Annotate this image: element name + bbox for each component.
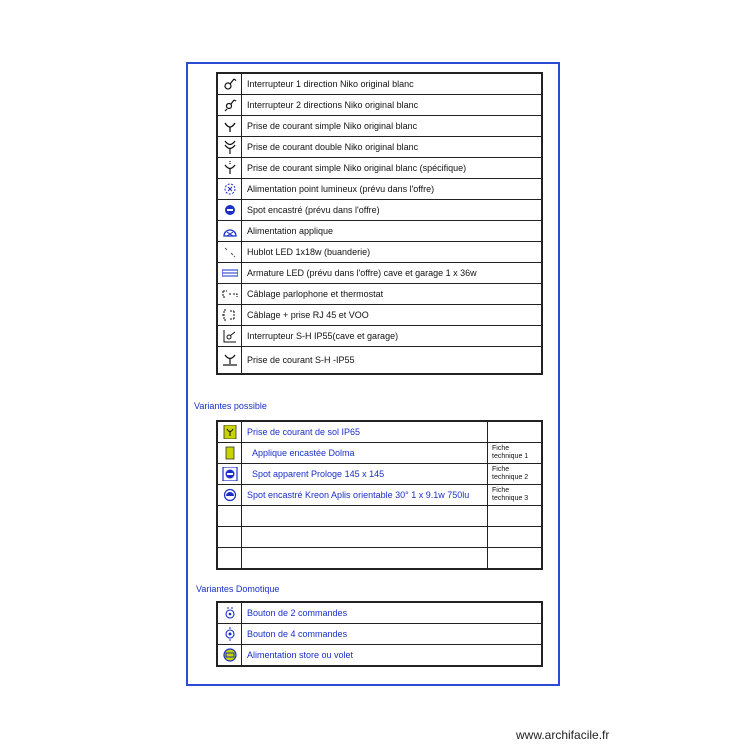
domotique-row (217, 645, 542, 667)
variant-note: Fiche technique 1 (488, 443, 543, 464)
legend-label: Prise de courant double Niko original blanc (242, 137, 543, 158)
led-fixture-icon (217, 263, 242, 284)
socket-special-icon (217, 158, 242, 179)
legend-row (217, 305, 542, 326)
socket-ip55-icon (217, 347, 242, 375)
legend-row (217, 137, 542, 158)
domotique-label: Alimentation store ou volet (242, 645, 543, 667)
empty-cell (242, 548, 488, 570)
legend-row (217, 73, 542, 95)
variant-row (217, 527, 542, 548)
legend-label: Alimentation applique (242, 221, 543, 242)
empty-cell (217, 548, 242, 570)
legend-label: Interrupteur 1 direction Niko original blanc (242, 73, 543, 95)
variant-note: Fiche technique 2 (488, 464, 543, 485)
legend-row (217, 116, 542, 137)
switch-2-directions-icon (217, 95, 242, 116)
legend-label: Spot encastré (prévu dans l'offre) (242, 200, 543, 221)
intercom-cable-icon (217, 284, 242, 305)
legend-label: Câblage parlophone et thermostat (242, 284, 543, 305)
empty-cell (242, 506, 488, 527)
blind-supply-icon (217, 645, 242, 667)
variant-label: Spot apparent Prologe 145 x 145 (242, 464, 488, 485)
empty-cell (488, 548, 543, 570)
variants-table (216, 420, 543, 570)
footer-watermark: www.archifacile.fr (516, 728, 610, 742)
empty-cell (488, 527, 543, 548)
variant-row (217, 485, 542, 506)
empty-cell (217, 506, 242, 527)
switch-ip55-icon (217, 326, 242, 347)
variant-row (217, 443, 542, 464)
socket-simple-icon (217, 116, 242, 137)
legend-row (217, 95, 542, 116)
domotique-label: Bouton de 4 commandes (242, 624, 543, 645)
wall-recessed-icon (217, 443, 242, 464)
legend-row (217, 179, 542, 200)
domotique-row (217, 602, 542, 624)
button-2-commands-icon (217, 602, 242, 624)
legend-label: Hublot LED 1x18w (buanderie) (242, 242, 543, 263)
domotique-row (217, 624, 542, 645)
variant-note (488, 421, 543, 443)
empty-cell (242, 527, 488, 548)
legend-row (217, 284, 542, 305)
legend-row (217, 242, 542, 263)
socket-double-icon (217, 137, 242, 158)
kreon-spot-icon (217, 485, 242, 506)
empty-cell (217, 527, 242, 548)
rj45-cable-icon (217, 305, 242, 326)
legend-table (216, 72, 543, 375)
variant-label: Applique encastée Dolma (242, 443, 488, 464)
recessed-spot-icon (217, 200, 242, 221)
legend-row (217, 326, 542, 347)
legend-label: Armature LED (prévu dans l'offre) cave et garage 1 x 36w (242, 263, 543, 284)
legend-row (217, 347, 542, 375)
variant-label: Prise de courant de sol IP65 (242, 421, 488, 443)
variant-label: Spot encastré Kreon Aplis orientable 30° 1 x 9.1w 750lu (242, 485, 488, 506)
legend-label: Câblage + prise RJ 45 et VOO (242, 305, 543, 326)
legend-label: Alimentation point lumineux (prévu dans l'offre) (242, 179, 543, 200)
variant-note: Fiche technique 3 (488, 485, 543, 506)
porthole-led-icon (217, 242, 242, 263)
button-4-commands-icon (217, 624, 242, 645)
legend-row (217, 200, 542, 221)
legend-row (217, 158, 542, 179)
surface-spot-icon (217, 464, 242, 485)
legend-row (217, 263, 542, 284)
switch-1-direction-icon (217, 73, 242, 95)
domotique-label: Bouton de 2 commandes (242, 602, 543, 624)
domotique-table (216, 601, 543, 667)
legend-row (217, 221, 542, 242)
variants-title: Variantes possible (194, 401, 267, 411)
wall-lamp-icon (217, 221, 242, 242)
legend-label: Interrupteur S-H IP55(cave et garage) (242, 326, 543, 347)
legend-label: Prise de courant S-H -IP55 (242, 347, 543, 375)
legend-label: Interrupteur 2 directions Niko original blanc (242, 95, 543, 116)
variant-row (217, 421, 542, 443)
variant-row (217, 506, 542, 527)
floor-socket-icon (217, 421, 242, 443)
legend-label: Prise de courant simple Niko original blanc (242, 116, 543, 137)
variant-row (217, 464, 542, 485)
domotique-title: Variantes Domotique (196, 584, 280, 594)
empty-cell (488, 506, 543, 527)
variant-row (217, 548, 542, 570)
legend-label: Prise de courant simple Niko original blanc (spécifique) (242, 158, 543, 179)
light-point-icon (217, 179, 242, 200)
